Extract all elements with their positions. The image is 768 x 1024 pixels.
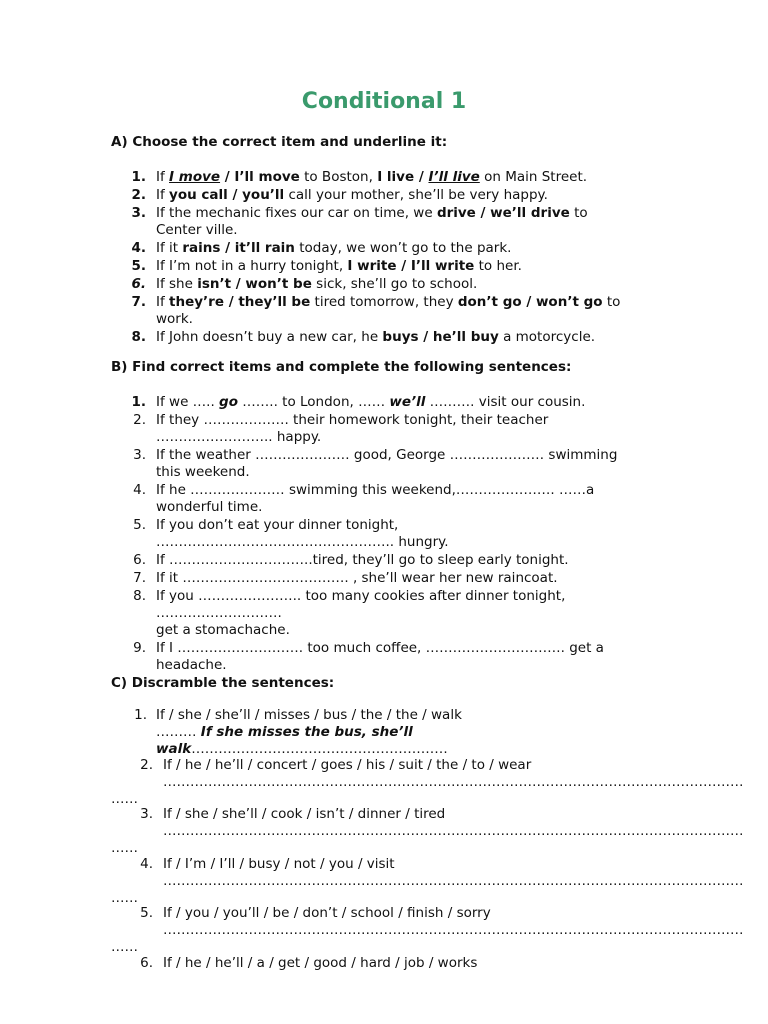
scramble-words: If / she / she’ll / misses / bus / the / the / walk — [156, 707, 462, 723]
scramble-item: 1. If / she / she’ll / misses / bus / the / the / walk ……… If she misses the bus, she’ll walk………………………………………………… — [134, 707, 462, 757]
section-c-heading: C) Discramble the sentences: — [111, 675, 335, 691]
list-item: 2. If you call / you’ll call your mother, she’ll be very happy. — [131, 187, 548, 203]
scramble-words: If / she / she’ll / cook / isn’t / dinner / tired — [163, 806, 446, 822]
list-item: 3. If the weather ………………… good, George ………………… swimming this weekend. — [133, 447, 618, 480]
section-b-heading: B) Find correct items and complete the following sentences: — [111, 359, 572, 375]
scramble-item: 5. If / you / you’ll / be / don’t / school / finish / sorry ………………………………………………………………………………………………………………… …… — [111, 905, 744, 955]
scramble-words: If / I’m / I’ll / busy / not / you / visit — [163, 856, 395, 872]
list-item: 8. If John doesn’t buy a new car, he buys / he’ll buy a motorcycle. — [131, 329, 596, 345]
section-a-list — [120, 169, 650, 347]
list-item: 1. If we ….. go …….. to London, …… we’ll ………. visit our cousin. — [131, 394, 586, 410]
scramble-answer: If she misses the bus, she’ll — [200, 724, 413, 740]
answer-line: ………………………………………………………………………………………………………………… — [163, 774, 744, 790]
scramble-item: 3. If / she / she’ll / cook / isn’t / dinner / tired ………………………………………………………………………………………………………………… …… — [111, 806, 744, 856]
scramble-item: 2. If / he / he’ll / concert / goes / his / suit / the / to / wear ………………………………………………………………………………………………………………… …… — [111, 757, 744, 807]
list-item: 9. If I ………………………. too much coffee, …………………………. get a headache. — [133, 640, 604, 673]
scramble-words: If / he / he’ll / concert / goes / his / suit / the / to / wear — [163, 757, 532, 773]
list-item: 3. If the mechanic fixes our car on time, we drive / we’ll drive to Center ville. — [131, 205, 588, 238]
list-item: 8. If you ………………….. too many cookies after dinner tonight, ………………………. get a stomachache. — [133, 588, 566, 638]
answer-line: ………………………………………………………………………………………………………………… — [163, 873, 744, 889]
list-item: 4. If it rains / it’ll rain today, we won’t go to the park. — [131, 240, 512, 256]
section-b-list — [120, 394, 650, 675]
list-item: 6. If …………………………..tired, they’ll go to sleep early tonight. — [133, 552, 569, 568]
list-item: 2. If they ………………. their homework tonight, their teacher …………………….. happy. — [133, 412, 549, 445]
page-title: Conditional 1 — [301, 89, 467, 114]
list-item: 4. If he ………………… swimming this weekend,…………………. ……a wonderful time. — [133, 482, 595, 515]
scramble-item: 6. If / he / he’ll / a / get / good / hard / job / works — [140, 955, 478, 971]
list-item: 6. If she isn’t / won’t be sick, she’ll go to school. — [131, 276, 478, 292]
scramble-words: If / he / he’ll / a / get / good / hard / job / works — [163, 955, 478, 971]
list-item: 7. If they’re / they’ll be tired tomorrow, they don’t go / won’t go to work. — [131, 294, 621, 327]
scramble-item: 4. If / I’m / I’ll / busy / not / you / visit ………………………………………………………………………………………………………………… …… — [111, 856, 744, 906]
list-item: 1. If I move / I’ll move to Boston, I live / I’ll live on Main Street. — [131, 169, 588, 185]
list-item: 5. If you don’t eat your dinner tonight, …………………………………………….. hungry. — [133, 517, 449, 550]
section-a-heading: A) Choose the correct item and underline it: — [111, 134, 448, 150]
list-item: 7. If it ………………………………. , she’ll wear her new raincoat. — [133, 570, 558, 586]
answer-line: ………………………………………………………………………………………………………………… — [163, 922, 744, 938]
answer-line: ………………………………………………………………………………………………………………… — [163, 823, 744, 839]
scramble-words: If / you / you’ll / be / don’t / school / finish / sorry — [163, 905, 491, 921]
list-item: 5. If I’m not in a hurry tonight, I write / I’ll write to her. — [131, 258, 522, 274]
